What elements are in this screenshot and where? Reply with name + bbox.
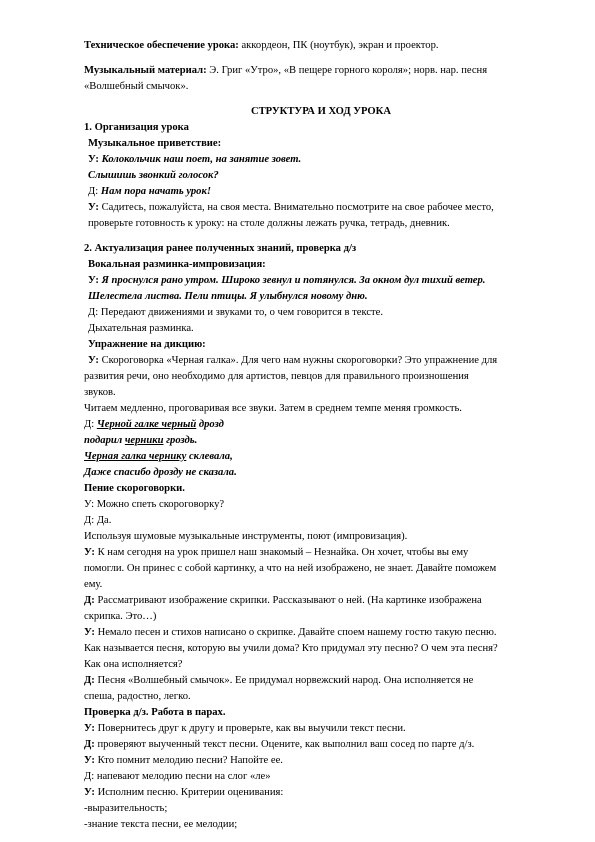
u8-line bbox=[84, 785, 558, 802]
d6-line bbox=[84, 737, 558, 754]
u6-line bbox=[84, 721, 558, 738]
warmup-u1-line2: Шелестела листва. Пели птицы. Я улыбнулся новому дню. bbox=[88, 291, 368, 302]
section2-heading: 2. Актуализация ранее полученных знаний, проверка д/з bbox=[84, 243, 357, 254]
read-instruction: Читаем медленно, проговаривая все звуки. Затем в среднем темпе меняя громкость. bbox=[84, 403, 462, 414]
u5-line3: Как она исполняется? bbox=[84, 659, 183, 670]
greeting-heading: Музыкальное приветствие: bbox=[88, 138, 222, 149]
d4-text: Рассматривают изображение скрипки. Рассказывают о ней. (На картинке изображена bbox=[97, 595, 482, 606]
tongue1-c: дрозд bbox=[196, 419, 224, 430]
singing-heading: Пение скороговорки. bbox=[84, 483, 185, 494]
u7-text: Кто помнит мелодию песни? Напойте ее. bbox=[97, 755, 283, 766]
greeting-u1-line2: Слышишь звонкий голосок? bbox=[88, 170, 219, 181]
tech-equipment-label: Техническое обеспечение урока: bbox=[84, 40, 239, 51]
u5-text: Немало песен и стихов написано о скрипке. Давайте споем нашему гостю такую песню. bbox=[97, 627, 497, 638]
tongue2-a: подарил bbox=[84, 435, 125, 446]
tongue-twister-line3 bbox=[84, 449, 558, 466]
singing-d3: Д: Да. bbox=[84, 515, 112, 526]
u4-line2: помогли. Он принес с собой картинку, а что на ней изображено, не знает. Давайте поможем bbox=[84, 563, 497, 574]
tongue1-a: Черной галке bbox=[96, 419, 162, 430]
tongue3-c: склевала, bbox=[186, 451, 233, 462]
speaker-u: У: bbox=[84, 755, 98, 766]
speaker-u: У: bbox=[84, 787, 98, 798]
speaker-u: У: bbox=[84, 547, 98, 558]
diction-u2-text: Скороговорка «Черная галка». Для чего нам нужны скороговорки? Это упражнение для bbox=[101, 355, 498, 366]
pair-work-heading: Проверка д/з. Работа в парах. bbox=[84, 707, 226, 718]
speaker-d: Д: bbox=[84, 739, 98, 750]
u5-line2: Как называется песня, которую вы учили дома? Кто придумал эту песню? О чем эта песня? bbox=[84, 643, 498, 654]
tech-equipment-text: аккордеон, ПК (ноутбук), экран и проектор. bbox=[238, 40, 439, 51]
breathing-line: Дыхательная разминка. bbox=[88, 323, 194, 334]
speaker-u: У: bbox=[84, 723, 98, 734]
music-material-line2: «Волшебный смычок». bbox=[84, 81, 189, 92]
greeting-u1 bbox=[88, 152, 558, 169]
diction-u2-line3: звуков. bbox=[84, 387, 116, 398]
diction-u2-line2: развития речи, оно необходимо для артистов, певцов для правильного произношения bbox=[84, 371, 469, 382]
d5-line1 bbox=[84, 673, 558, 690]
u4-text: К нам сегодня на урок пришел наш знакомый – Незнайка. Он хочет, чтобы вы ему bbox=[97, 547, 469, 558]
singing-u3: У: Можно спеть скороговорку? bbox=[84, 499, 225, 510]
speaker-u: У: bbox=[88, 202, 102, 213]
u8-text: Исполним песню. Критерии оценивания: bbox=[97, 787, 284, 798]
noise-instruments-line: Используя шумовые музыкальные инструменты, поют (импровизация). bbox=[84, 531, 408, 542]
d6-text: проверяют выученный текст песни. Оцените, как выполнил ваш сосед по парте д/з. bbox=[97, 739, 475, 750]
tongue-twister-line2 bbox=[84, 433, 558, 450]
warmup-heading: Вокальная разминка-импровизация: bbox=[88, 259, 266, 270]
music-material-label: Музыкальный материал: bbox=[84, 65, 207, 76]
speaker-u: У: bbox=[88, 275, 102, 286]
d5-line2: спеша, радостно, легко. bbox=[84, 691, 191, 702]
greeting-d1 bbox=[88, 184, 558, 201]
speaker-d: Д: bbox=[84, 595, 98, 606]
speaker-d: Д: bbox=[88, 186, 101, 197]
speaker-d: Д: bbox=[84, 675, 98, 686]
tongue2-c: гроздь. bbox=[163, 435, 198, 446]
speaker-u: У: bbox=[84, 627, 98, 638]
tongue2-b: черники bbox=[124, 435, 164, 446]
d7-line: Д: напевают мелодию песни на слог «ле» bbox=[84, 771, 271, 782]
tech-equipment-line bbox=[84, 38, 558, 55]
tongue-twister-line1 bbox=[84, 417, 558, 434]
structure-title: СТРУКТУРА И ХОД УРОКА bbox=[250, 106, 392, 117]
greeting-u2-line2: проверьте готовность к уроку: на столе должны лежать ручка, тетрадь, дневник. bbox=[88, 218, 450, 229]
music-material-text: Э. Григ «Утро», «В пещере горного короля»; норв. нар. песня bbox=[206, 65, 488, 76]
tongue-twister-line4: Даже спасибо дрозду не сказала. bbox=[84, 467, 237, 478]
d4-line1 bbox=[84, 593, 558, 610]
speaker-u: У: bbox=[88, 355, 102, 366]
speaker-d: Д: bbox=[84, 419, 97, 430]
u7-line bbox=[84, 753, 558, 770]
criterion-2: -знание текста песни, ее мелодии; bbox=[84, 819, 238, 830]
greeting-u1-text: Колокольчик наш поет, на занятие зовет. bbox=[101, 154, 302, 165]
u5-line1 bbox=[84, 625, 558, 642]
section1-heading: 1. Организация урока bbox=[84, 122, 189, 133]
music-material-line1 bbox=[84, 63, 558, 80]
u6-text: Повернитесь друг к другу и проверьте, как вы выучили текст песни. bbox=[97, 723, 406, 734]
d5-text: Песня «Волшебный смычок». Ее придумал норвежский народ. Она исполняется не bbox=[97, 675, 474, 686]
speaker-u: У: bbox=[88, 154, 102, 165]
warmup-d1: Д: Передают движениями и звуками то, о чем говорится в тексте. bbox=[88, 307, 384, 318]
d4-line2: скрипка. Это…) bbox=[84, 611, 157, 622]
diction-heading: Упражнение на дикцию: bbox=[88, 339, 206, 350]
tongue3-b: чернику bbox=[148, 451, 187, 462]
greeting-u2-line1 bbox=[88, 200, 558, 217]
tongue1-b: черный bbox=[161, 419, 197, 430]
diction-u2-line1 bbox=[88, 353, 558, 370]
u4-line3: ему. bbox=[84, 579, 103, 590]
u4-line1 bbox=[84, 545, 558, 562]
warmup-u1-line1 bbox=[88, 273, 558, 290]
criterion-1: -выразительность; bbox=[84, 803, 168, 814]
greeting-d1-text: Нам пора начать урок! bbox=[100, 186, 211, 197]
warmup-u1-text: Я проснулся рано утром. Широко зевнул и потянулся. За окном дул тихий ветер. bbox=[101, 275, 486, 286]
tongue3-a: Черная галка bbox=[84, 451, 149, 462]
greeting-u2-text: Садитесь, пожалуйста, на своя места. Внимательно посмотрите на свое рабочее место, bbox=[101, 202, 494, 213]
